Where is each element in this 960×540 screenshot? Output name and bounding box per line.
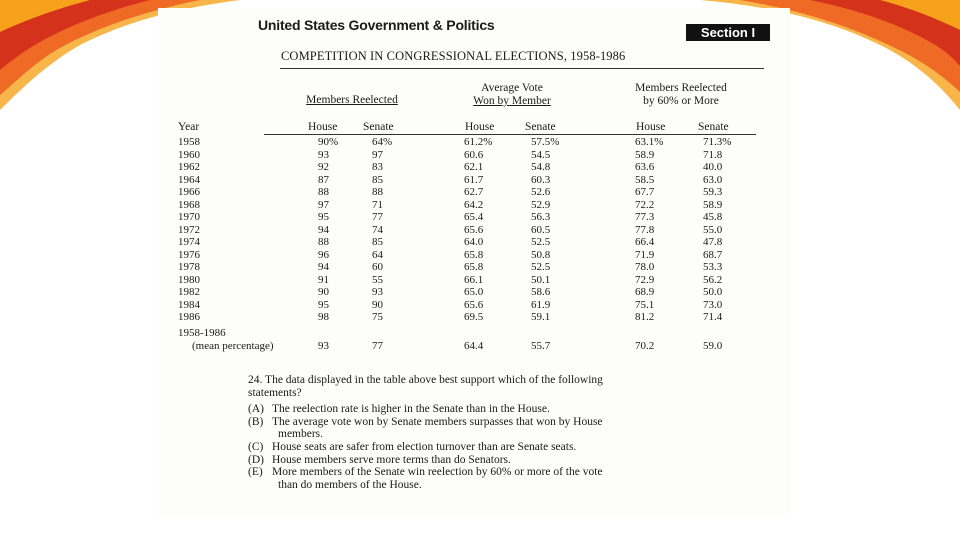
group-header-avg-vote [452,82,572,108]
cell-60-house: 72.9 [635,273,655,286]
cell-avg-senate: 50.8 [531,248,551,261]
cell-house: 95 [318,298,329,311]
group-header-avg-vote-line1: Average Vote [481,82,543,94]
cell-60-senate: 73.0 [703,298,723,311]
cell-avg-house: 65.8 [464,261,484,273]
cell-60-senate: 47.8 [703,236,723,248]
cell-60-senate: 45.8 [703,211,723,223]
cell-house: 94 [318,261,329,273]
cell-year: 1960 [178,148,200,161]
cell-avg-house: 65.4 [464,211,484,223]
cell-avg-house: 61.7 [464,173,484,186]
cell-60-senate: 40.0 [703,161,723,173]
col-header-house: House [308,121,338,133]
page-header-title: United States Government & Politics [258,17,495,33]
cell-avg-senate: 58.6 [531,286,551,298]
cell-60-house: 81.2 [635,311,655,323]
question-block [248,374,618,491]
cell-60-house: 78.0 [635,261,655,273]
col-header-avg-house: House [465,121,495,133]
cell-year: 1972 [178,223,200,236]
cell-senate: 64 [372,248,383,261]
cell-avg-house: 66.1 [464,273,484,286]
answer-option-text: The reelection rate is higher in the Senate than in the House. [272,403,550,416]
cell-senate: 85 [372,173,383,186]
cell-senate: 90 [372,298,383,311]
question-stem [248,374,618,399]
question-number: 24. [248,374,263,386]
col-header-senate: Senate [363,121,394,133]
mean-avg-house: 64.4 [464,340,484,352]
answer-option-letter: (A) [248,403,264,416]
answer-option-letter: (C) [248,440,264,453]
cell-year: 1974 [178,236,200,248]
cell-house: 93 [318,148,329,161]
mean-60-senate: 59.0 [703,340,723,352]
cell-avg-house: 65.6 [464,223,484,236]
cell-senate: 85 [372,236,383,248]
cell-avg-house: 62.7 [464,186,484,198]
cell-60-house: 63.1% [635,136,664,148]
header-rule [264,134,756,135]
cell-house: 87 [318,173,329,186]
mean-senate: 77 [372,340,383,352]
answer-option-letter: (E) [248,466,263,479]
col-header-year: Year [178,121,200,133]
cell-house: 97 [318,198,329,211]
cell-avg-house: 65.0 [464,286,484,298]
group-header-reelected [290,94,414,107]
cell-year: 1982 [178,286,200,298]
cell-60-house: 58.5 [635,173,655,186]
cell-avg-house: 65.6 [464,298,484,311]
cell-avg-senate: 54.8 [531,161,551,173]
cell-avg-house: 61.2% [464,136,493,148]
cell-year: 1966 [178,186,200,198]
answer-option-text: More members of the Senate win reelection by 60% or more of the vote than do members of the House. [272,466,603,491]
question-text: The data displayed in the table above best support which of the following statements? [248,374,603,399]
col-header-avg-senate: Senate [525,121,556,133]
cell-house: 91 [318,273,329,286]
answer-option [248,466,618,491]
answer-option-letter: (D) [248,453,264,466]
cell-house: 90 [318,286,329,298]
cell-60-senate: 55.0 [703,223,723,236]
cell-avg-house: 62.1 [464,161,484,173]
mean-avg-senate: 55.7 [531,340,551,352]
cell-year: 1976 [178,248,200,261]
group-header-avg-vote-line2: Won by Member [473,95,551,107]
cell-year: 1978 [178,261,200,273]
mean-60-house: 70.2 [635,340,655,352]
cell-60-senate: 59.3 [703,186,723,198]
cell-year: 1962 [178,161,200,173]
cell-60-house: 58.9 [635,148,655,161]
cell-senate: 88 [372,186,383,198]
cell-house: 95 [318,211,329,223]
cell-house: 92 [318,161,329,173]
cell-house: 88 [318,236,329,248]
cell-avg-senate: 52.9 [531,198,551,211]
cell-avg-senate: 57.5% [531,136,560,148]
mean-label-years: 1958-1986 [178,327,226,339]
cell-avg-senate: 56.3 [531,211,551,223]
cell-avg-senate: 54.5 [531,148,551,161]
cell-senate: 77 [372,211,383,223]
cell-60-house: 77.8 [635,223,655,236]
cell-year: 1984 [178,298,200,311]
cell-60-house: 77.3 [635,211,655,223]
cell-year: 1968 [178,198,200,211]
cell-60-house: 63.6 [635,161,655,173]
cell-60-senate: 53.3 [703,261,723,273]
cell-house: 88 [318,186,329,198]
cell-avg-senate: 59.1 [531,311,551,323]
cell-60-house: 67.7 [635,186,655,198]
answer-option-text: House members serve more terms than do Senators. [272,453,511,466]
cell-avg-senate: 61.9 [531,298,551,311]
cell-60-senate: 71.8 [703,148,723,161]
cell-avg-senate: 50.1 [531,273,551,286]
cell-avg-senate: 52.6 [531,186,551,198]
cell-avg-senate: 60.3 [531,173,551,186]
cell-60-house: 66.4 [635,236,655,248]
cell-house: 96 [318,248,329,261]
cell-senate: 74 [372,223,383,236]
cell-house: 98 [318,311,329,323]
cell-year: 1964 [178,173,200,186]
cell-avg-senate: 60.5 [531,223,551,236]
cell-60-senate: 71.4 [703,311,723,323]
mean-label-desc: (mean percentage) [192,340,274,352]
cell-avg-senate: 52.5 [531,261,551,273]
col-header-60-senate: Senate [698,121,729,133]
group-header-by60-line2: by 60% or More [643,95,719,107]
cell-senate: 55 [372,273,383,286]
answer-option-text: The average vote won by Senate members surpasses that won by House members. [272,415,603,441]
cell-avg-senate: 52.5 [531,236,551,248]
answer-option [248,403,618,416]
cell-house: 94 [318,223,329,236]
cell-senate: 71 [372,198,383,211]
cell-avg-house: 64.2 [464,198,484,211]
cell-60-senate: 58.9 [703,198,723,211]
cell-house: 90% [318,136,339,148]
cell-year: 1970 [178,211,200,223]
cell-60-senate: 56.2 [703,273,723,286]
cell-60-house: 75.1 [635,298,655,311]
answer-option-letter: (B) [248,415,264,428]
section-badge: Section I [686,24,770,41]
cell-year: 1958 [178,136,200,148]
title-rule [280,68,764,69]
cell-senate: 83 [372,161,383,173]
cell-year: 1980 [178,273,200,286]
col-header-60-house: House [636,121,666,133]
group-header-by60 [616,82,746,108]
cell-senate: 60 [372,261,383,273]
group-header-reelected-label: Members Reelected [306,94,398,106]
cell-avg-house: 69.5 [464,311,484,323]
answer-option [248,441,618,454]
answer-option [248,416,618,441]
mean-house: 93 [318,340,329,352]
cell-60-house: 72.2 [635,198,655,211]
cell-60-senate: 63.0 [703,173,723,186]
table-title: COMPETITION IN CONGRESSIONAL ELECTIONS, 1958-1986 [281,49,626,63]
cell-senate: 75 [372,311,383,323]
cell-60-house: 71.9 [635,248,655,261]
cell-avg-house: 65.8 [464,248,484,261]
cell-year: 1986 [178,311,200,323]
cell-avg-house: 60.6 [464,148,484,161]
cell-avg-house: 64.0 [464,236,484,248]
cell-senate: 97 [372,148,383,161]
answer-option-text: House seats are safer from election turnover than are Senate seats. [272,440,577,453]
cell-60-senate: 68.7 [703,248,723,261]
cell-60-senate: 50.0 [703,286,723,298]
answer-option [248,454,618,467]
cell-senate: 93 [372,286,383,298]
cell-senate: 64% [372,136,393,148]
cell-60-senate: 71.3% [703,136,732,148]
cell-60-house: 68.9 [635,286,655,298]
group-header-by60-line1: Members Reelected [635,82,727,94]
